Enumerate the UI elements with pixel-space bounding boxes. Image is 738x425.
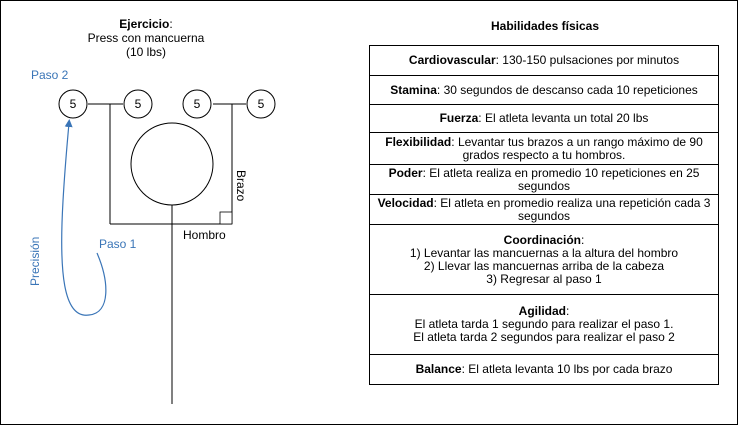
table-row: Coordinación: 1) Levantar las mancuernas a la altura del hombro 2) Llevar las mancuernas arriba de la cabeza 3) Regresar al paso 1: [370, 225, 719, 295]
skill-line: El atleta tarda 2 segundos para realizar el paso 2: [413, 330, 675, 344]
skill-name: Stamina: [390, 82, 437, 97]
skill-line: El atleta tarda 1 segundo para realizar el paso 1.: [414, 317, 674, 331]
table-row: Balance: El atleta levanta 10 lbs por cada brazo: [370, 355, 719, 385]
skill-name: Velocidad: [377, 195, 434, 210]
skill-text: El atleta levanta 10 lbs por cada brazo: [468, 362, 673, 376]
skills-title: Habilidades físicas: [490, 19, 600, 33]
precision-arrow: [62, 123, 106, 315]
skill-line: 3) Regresar al paso 1: [486, 271, 602, 286]
table-row: Velocidad: El atleta en promedio realiza una repetición cada 3 segundos: [370, 195, 719, 225]
table-row: Stamina: 30 segundos de descanso cada 10 repeticiones: [370, 76, 719, 105]
skill-text: El atleta en promedio realiza una repetición cada 3 segundos: [440, 195, 711, 223]
paso-2-label: Paso 2: [31, 68, 69, 82]
skill-name: Balance: [415, 362, 462, 376]
brazo-label: Brazo: [234, 170, 248, 202]
paso-1-label: Paso 1: [99, 237, 137, 251]
skill-name: Poder: [388, 165, 423, 180]
skill-name: Cardiovascular: [408, 53, 496, 67]
table-row: Cardiovascular: 130-150 pulsaciones por minutos: [370, 46, 719, 76]
skill-name: Coordinación: [503, 232, 581, 247]
weight-label-4: 5: [257, 97, 265, 111]
table-row: Fuerza: El atleta levanta un total 20 lbs: [370, 105, 719, 133]
table-row: Poder: El atleta realiza en promedio 10 repeticiones en 25 segundos: [370, 165, 719, 195]
skill-text: Levantar tus brazos a un rango máximo de 90 grados respecto a tu hombros.: [457, 134, 703, 162]
weight-label-1: 5: [69, 97, 77, 111]
hombro-label: Hombro: [183, 228, 226, 242]
exercise-header: Ejercicio: Press con mancuerna (10 lbs): [87, 17, 205, 59]
skill-line: 1) Levantar las mancuernas a la altura del hombro: [409, 245, 679, 260]
exercise-name: Press con mancuerna: [87, 31, 205, 45]
skill-line: 2) Llevar las mancuernas arriba de la cabeza: [423, 258, 665, 273]
exercise-weight: (10 lbs): [125, 45, 167, 59]
head-circle: [131, 123, 213, 205]
skill-name: Agilidad: [518, 304, 566, 318]
table-row: Agilidad: El atleta tarda 1 segundo para realizar el paso 1. El atleta tarda 2 segundos para realizar el paso 2: [370, 295, 719, 355]
skill-text: 130-150 pulsaciones por minutos: [502, 53, 680, 67]
skill-text: El atleta levanta un total 20 lbs: [484, 111, 649, 125]
table-row: Flexibilidad: Levantar tus brazos a un rango máximo de 90 grados respecto a tu hombros.: [370, 133, 719, 165]
skill-text: El atleta realiza en promedio 10 repeticiones en 25 segundos: [429, 165, 700, 193]
skill-text: 30 segundos de descanso cada 10 repeticiones: [443, 82, 698, 97]
skill-name: Flexibilidad: [385, 134, 452, 149]
right-angle-marker: [220, 212, 232, 224]
exercise-label: Ejercicio: [119, 17, 170, 31]
precision-label: Precisión: [28, 236, 42, 286]
skills-table: [369, 45, 719, 385]
weight-label-2: 5: [134, 97, 142, 111]
skill-name: Fuerza: [439, 111, 479, 125]
weight-label-3: 5: [193, 97, 201, 111]
